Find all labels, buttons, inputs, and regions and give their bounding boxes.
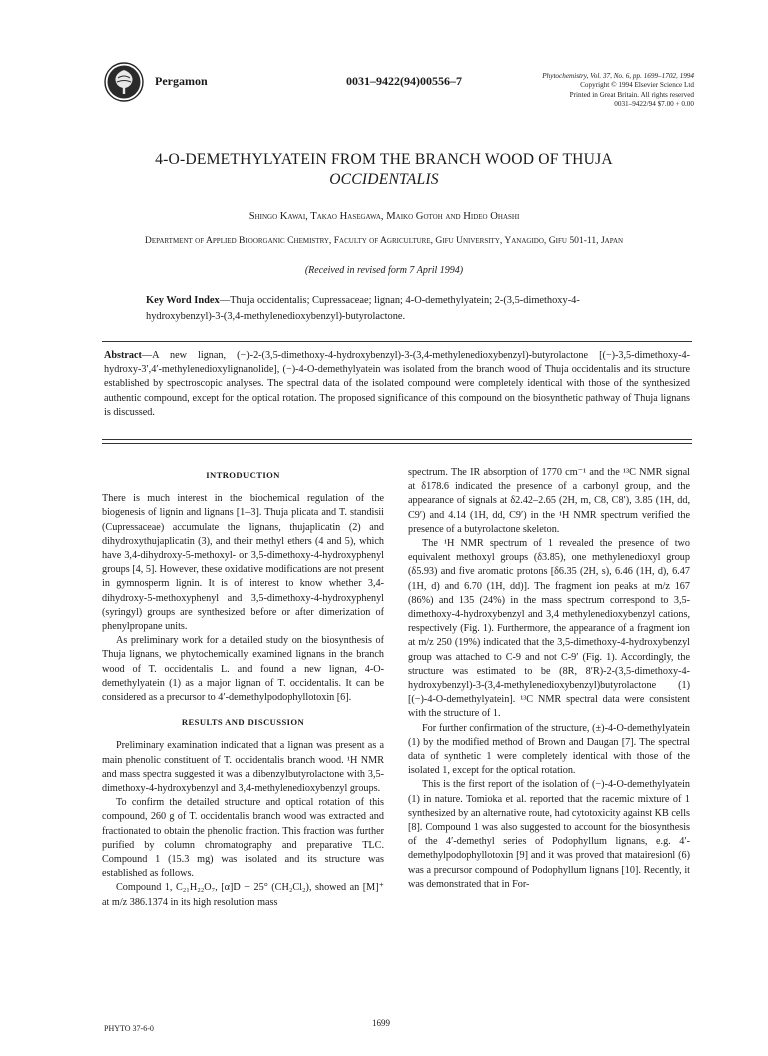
section-heading-results: RESULTS AND DISCUSSION <box>181 717 305 728</box>
pergamon-logo <box>104 62 144 102</box>
divider-top <box>102 341 692 342</box>
keyword-text: —Thuja occidentalis; Cupressaceae; lignan; 4-O-demethylyatein; 2-(3,5-dimethoxy-4-hydroxybenzyl)-3-(3,4-methylenedioxybenzyl)-butyrolactone. <box>146 295 580 322</box>
paragraph: There is much interest in the biochemical regulation of the biogenesis of lignin and lignans [1–3]. Thuja plicata and T. standisii (Cupressaceae) accumulate the lignans, thujaplicatin (2) and dihydroxythujaplicatin (3), and their methyl ethers (4 and 5), which have 3,4-dihydroxy-5-methoxyl- or 3,5-dimethoxy-4-hydroxyphenyl groups [4, 5]. However, these oxidative modifications are not present in gymnosperm lignin. It is of interest to know whether 3,4-dihydroxy-5-methoxyphenyl and 3,5-dimethoxy-4-hydroxyphenyl (syringyl) groups are synthesized before or after dimerization of phenylpropane units. <box>102 493 384 633</box>
title-line-1: 4-O-DEMETHYLYATEIN FROM THE BRANCH WOOD OF THUJA <box>155 151 613 168</box>
abstract <box>104 349 690 420</box>
paragraph: spectrum. The IR absorption of 1770 cm⁻¹ and the ¹³C NMR signal at δ178.6 indicated the presence of a carbonyl group, and the appearance of signals at δ2.42–2.65 (2H, m, C8, C8′), 3.85 (1H, dd, C9′) and 4.14 (1H, dd, C9′) in the ¹H NMR spectrum verified the presence of a butyrolactone skeleton. <box>408 467 690 535</box>
article-doi: 0031–9422(94)00556–7 <box>346 74 462 88</box>
abstract-label: Abstract <box>104 350 142 361</box>
paragraph: For further confirmation of the structure, (±)-4-O-demethylyatein (1) by the modified method of Brown and Daugan [7]. The spectral data of synthetic 1 were completely identical with those of the isolated 1, except for the optical rotation. <box>408 722 690 777</box>
paragraph: To confirm the detailed structure and optical rotation of this compound, 260 g of T. occidentalis branch wood was extracted and fractionated to obtain the phenolic fraction. This fraction was further purified by column chromatography and preparative TLC. Compound 1 (15.3 mg) was isolated and its structure was established as follows. <box>102 797 384 880</box>
divider-bottom-1 <box>102 439 692 440</box>
paragraph: Preliminary examination indicated that a lignan was present as a main phenolic constituent of T. occidentalis branch wood. ¹H NMR and mass spectra suggested it was a dibenzylbutyrolactone with 3,5-dimethoxy-4-hydroxybenzyl and 3,4-methylenedioxybenzyl groups. <box>102 740 384 795</box>
publisher-name: Pergamon <box>155 74 208 88</box>
citation-line: 0031–9422/94 $7.00 + 0.00 <box>614 99 694 108</box>
section-heading-introduction: INTRODUCTION <box>206 470 280 480</box>
article-title <box>100 150 668 190</box>
left-column <box>102 466 384 910</box>
received-date: (Received in revised form 7 April 1994) <box>304 265 464 276</box>
paragraph: This is the first report of the isolation of (−)-4-O-demethylyatein (1) in nature. Tomioka et al. reported that the racemic mixture of 1 synthesized by an alternative route, had cytotoxicity against KB cells [8]. Compound 1 was also suggested to account for the biosynthesis of the 4′-demethyl series of Podophyllum lignans, e.g. 4′-demethylpodophyllotoxin [9] and it was proved that matairesionl (6) was a precursor compound of Podophyllum lignans [10]. Recently, it was demonstrated that in For- <box>408 779 690 890</box>
keyword-index <box>146 293 650 325</box>
journal-code: PHYTO 37-6-0 <box>104 1024 154 1033</box>
title-line-2: OCCIDENTALIS <box>329 171 439 188</box>
affiliation: Department of Applied Bioorganic Chemistry, Faculty of Agriculture, Gifu University, Yanagido, Gifu 501-11, Japan <box>144 235 624 246</box>
abstract-text: —A new lignan, (−)-2-(3,5-dimethoxy-4-hydroxybenzyl)-3-(3,4-methylenedioxybenzyl)-butyrolactone [(−)-3,5-dimethoxy-4-hydroxy-3′,4′-methylenedioxylignanolide], (−)-4-O-demethylyatein was isolated from the branch wood of Thuja occidentalis and its structure established by spectroscopic analyses. The spectral data of the isolated compound were completely identical with those of the synthesized authentic compound, except for the optical rotation. The proposed significance of this compound on the biosynthetic pathway of Thuja lignans is discussed. <box>104 350 690 418</box>
page-number: 1699 <box>372 1018 390 1028</box>
citation-line: Printed in Great Britain. All rights reserved <box>569 90 694 99</box>
author-list: Shingo Kawai, Takao Hasegawa, Maiko Gotoh and Hideo Ohashi <box>248 211 520 222</box>
citation-line: Copyright © 1994 Elsevier Science Ltd <box>580 81 694 90</box>
citation-line: Phytochemistry, Vol. 37, No. 6, pp. 1699–1702, 1994 <box>542 72 694 80</box>
citation-block <box>508 72 694 109</box>
keyword-label: Key Word Index <box>146 295 220 306</box>
paragraph: The ¹H NMR spectrum of 1 revealed the presence of two equivalent methoxyl groups (δ3.85), one methylenedioxyl group (δ5.93) and five aromatic protons [δ6.35 (2H, s), 6.46 (1H, d), 6.47 (1H, d) and 6.70 (1H, dd)]. The fragment ion peaks at m/z 167 (86%) and 135 (24%) in the mass spectrum correspond to 3,5-dimethoxy-4-hydroxybenzyl and 3,4 methylenedioxybenzyl cations, respectively (Fig. 1). Furthermore, the appearance of a fragment ion at m/z 250 (19%) indicated that the 3,5-dimethoxy-4-hydroxybenzyl group was attached to C-9 and not C-9′ (Fig. 1). Accordingly, the structure was estimated to be (8R, 8′R)-2-(3,5-dimethoxy-4-hydroxybenzyl)-3-(3,4-methylenedioxybenzyl)butyrolactone (1) [(−)-4-O-demethylyatein]. ¹³C NMR spectral data were consistent with the structure of 1. <box>408 538 690 720</box>
right-column <box>408 466 690 892</box>
divider-bottom-2 <box>102 443 692 444</box>
paragraph: As preliminary work for a detailed study on the biosynthesis of Thuja lignans, we phytochemically examined lignans in the branch wood of T. occidentalis L. and found a new lignan, 4-O-demethylyatein (1) as a major lignan of T. occidentalis. It can be considered as a precursor to 4′-demethylpodophyllotoxin [6]. <box>102 635 384 704</box>
paragraph: Compound 1, C₂₁H₂₂O₇, [α]D − 25° (CH₂Cl₂), showed an [M]⁺ at m/z 386.1374 in its high resolution mass <box>102 882 384 908</box>
